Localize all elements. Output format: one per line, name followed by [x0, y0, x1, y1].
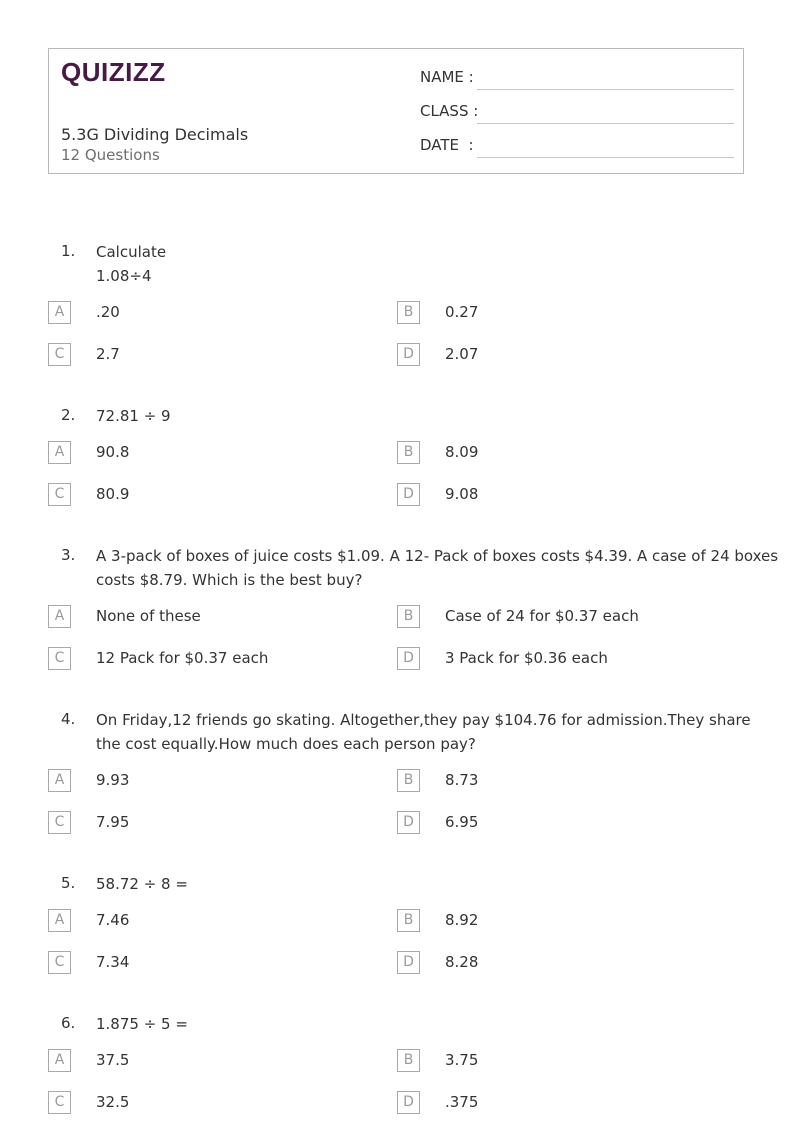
option-letter-box[interactable]: A [48, 301, 71, 324]
question-text [96, 544, 779, 592]
option-text[interactable]: 8.28 [445, 953, 479, 971]
option-text[interactable]: 7.46 [96, 911, 130, 929]
question-text [96, 404, 748, 428]
question-text [96, 872, 748, 896]
question-number: 5. [61, 874, 76, 892]
option-text[interactable]: Case of 24 for $0.37 each [445, 607, 639, 625]
class-line[interactable] [477, 123, 734, 124]
option-letter-box[interactable]: D [397, 811, 420, 834]
option-text[interactable]: 8.09 [445, 443, 479, 461]
option-letter-box[interactable]: B [397, 769, 420, 792]
option-letter-box[interactable]: C [48, 811, 71, 834]
question-text [96, 240, 748, 288]
option-text[interactable]: 9.08 [445, 485, 479, 503]
question-number: 4. [61, 710, 76, 728]
date-label: DATE : [420, 136, 474, 154]
question-number: 1. [61, 242, 76, 260]
option-letter-box[interactable]: D [397, 647, 420, 670]
question-line: 1.875 ÷ 5 = [96, 1015, 188, 1033]
option-letter-box[interactable]: B [397, 605, 420, 628]
question-text [96, 1012, 748, 1036]
date-line[interactable] [477, 157, 734, 158]
option-letter-box[interactable]: C [48, 1091, 71, 1114]
question-number: 2. [61, 406, 76, 424]
worksheet-header [48, 48, 744, 174]
question-line: 72.81 ÷ 9 [96, 407, 171, 425]
option-letter-box[interactable]: D [397, 483, 420, 506]
option-text[interactable]: 80.9 [96, 485, 130, 503]
option-letter-box[interactable]: A [48, 909, 71, 932]
option-text[interactable]: 0.27 [445, 303, 479, 321]
worksheet-title: 5.3G Dividing Decimals [61, 125, 249, 144]
option-text[interactable]: 2.07 [445, 345, 479, 363]
option-text[interactable]: .20 [96, 303, 120, 321]
option-letter-box[interactable]: A [48, 605, 71, 628]
date-field[interactable] [420, 136, 734, 158]
name-label: NAME : [420, 68, 474, 86]
option-letter-box[interactable]: C [48, 647, 71, 670]
option-text[interactable]: 7.34 [96, 953, 130, 971]
option-text[interactable]: 8.73 [445, 771, 479, 789]
option-letter-box[interactable]: D [397, 343, 420, 366]
option-letter-box[interactable]: D [397, 1091, 420, 1114]
option-text[interactable]: 3.75 [445, 1051, 479, 1069]
name-line[interactable] [477, 89, 734, 90]
option-letter-box[interactable]: B [397, 301, 420, 324]
option-letter-box[interactable]: B [397, 909, 420, 932]
option-letter-box[interactable]: A [48, 441, 71, 464]
option-text[interactable]: 3 Pack for $0.36 each [445, 649, 608, 667]
option-text[interactable]: 90.8 [96, 443, 130, 461]
question-number: 3. [61, 546, 76, 564]
option-text[interactable]: 37.5 [96, 1051, 130, 1069]
class-label: CLASS : [420, 102, 479, 120]
question-line: Calculate [96, 243, 167, 261]
option-letter-box[interactable]: A [48, 769, 71, 792]
question-line: the cost equally.How much does each person pay? [96, 735, 476, 753]
question-line: On Friday,12 friends go skating. Altogether,they pay $104.76 for admission.They share [96, 711, 751, 729]
class-field[interactable] [420, 102, 734, 124]
option-text[interactable]: 6.95 [445, 813, 479, 831]
option-text[interactable]: 32.5 [96, 1093, 130, 1111]
option-letter-box[interactable]: B [397, 441, 420, 464]
question-line: A 3-pack of boxes of juice costs $1.09. A 12- Pack of boxes costs $4.39. A case of 24 boxes [96, 547, 779, 565]
option-letter-box[interactable]: B [397, 1049, 420, 1072]
question-count: 12 Questions [61, 146, 160, 164]
option-letter-box[interactable]: C [48, 343, 71, 366]
option-text[interactable]: 12 Pack for $0.37 each [96, 649, 269, 667]
option-text[interactable]: 9.93 [96, 771, 130, 789]
option-text[interactable]: None of these [96, 607, 201, 625]
question-line: costs $8.79. Which is the best buy? [96, 571, 363, 589]
option-letter-box[interactable]: C [48, 951, 71, 974]
question-text [96, 708, 751, 756]
option-text[interactable]: 7.95 [96, 813, 130, 831]
question-line: 58.72 ÷ 8 = [96, 875, 188, 893]
option-text[interactable]: .375 [445, 1093, 479, 1111]
quizizz-logo: QUIZIZZ [61, 57, 166, 87]
question-number: 6. [61, 1014, 76, 1032]
name-field[interactable] [420, 68, 734, 90]
option-letter-box[interactable]: D [397, 951, 420, 974]
option-text[interactable]: 2.7 [96, 345, 120, 363]
option-text[interactable]: 8.92 [445, 911, 479, 929]
option-letter-box[interactable]: A [48, 1049, 71, 1072]
question-line: 1.08÷4 [96, 267, 152, 285]
option-letter-box[interactable]: C [48, 483, 71, 506]
